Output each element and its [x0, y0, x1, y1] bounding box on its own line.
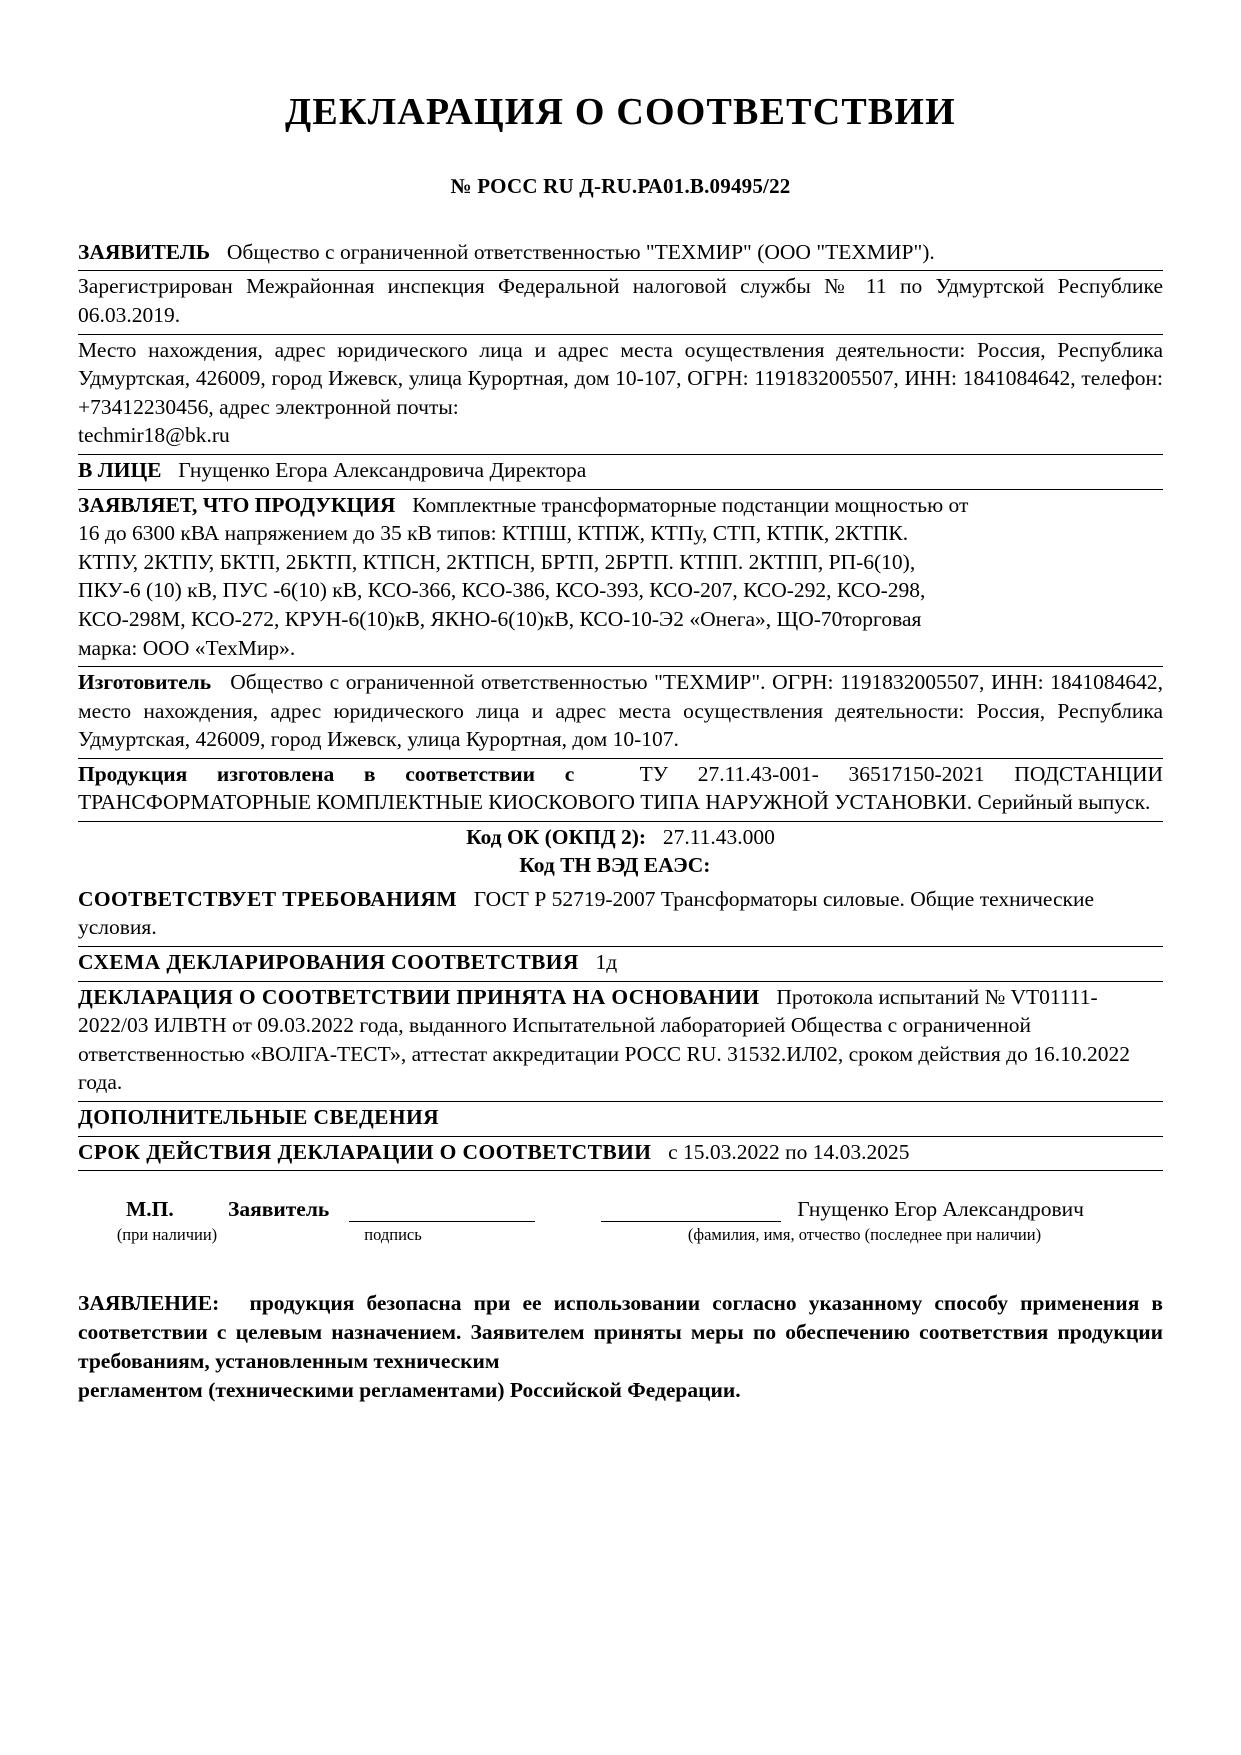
name-caption: (фамилия, имя, отчество (последнее при наличии): [687, 1225, 1042, 1245]
product-line-5: КСО-298М, КСО-272, КРУН-6(10)кВ, ЯКНО-6(10)кВ, КСО-10-Э2 «Онега», ЩО-70торговая: [78, 606, 922, 631]
product-section: [78, 490, 1163, 668]
representative-value: Гнущенко Егора Александровича Директора: [178, 457, 587, 482]
tnved-code-line: [78, 851, 1163, 879]
stamp-label: М.П.: [126, 1197, 174, 1222]
scheme-label: СХЕМА ДЕКЛАРИРОВАНИЯ СООТВЕТСТВИЯ: [78, 950, 579, 975]
stamp-caption: (при наличии): [116, 1225, 218, 1245]
validity-label: СРОК ДЕЙСТВИЯ ДЕКЛАРАЦИИ О СООТВЕТСТВИИ: [78, 1139, 652, 1164]
statement-block: [78, 1289, 1163, 1405]
page-title: ДЕКЛАРАЦИЯ О СООТВЕТСТВИИ: [285, 91, 956, 133]
document-number: № РОСС RU Д-RU.РА01.В.09495/22: [450, 173, 791, 198]
conformity-label: СООТВЕТСТВУЕТ ТРЕБОВАНИЯМ: [78, 886, 458, 911]
applicant-address: Место нахождения, адрес юридического лица и адрес места осуществления деятельности: Россия, Республика Удмуртская, 426009, город Ижевск, улица Курортная, дом 10-107, ОГРН: 1191832005507, ИНН: 1841084642, телефон: +73412230456, адрес электронной почты:: [78, 337, 1163, 419]
tnved-label: Код ТН ВЭД ЕАЭС:: [519, 853, 711, 878]
statement-text: продукция безопасна при ее использовании согласно указанному способу применения в соответствии с целевым назначением. Заявителем приняты меры по обеспечению соответствия продукции требованиям, установленным техническим: [78, 1291, 1164, 1374]
manufacturing-standard-line: [78, 760, 1163, 817]
applicant-section: [78, 237, 1163, 272]
applicant-address-section: [78, 335, 1163, 455]
basis-section: [78, 982, 1163, 1102]
declarant-label: Заявитель: [228, 1197, 330, 1222]
representative-line: [78, 456, 1163, 485]
scheme-line: [78, 948, 1163, 977]
okpd-label: Код ОК (ОКПД 2):: [466, 825, 647, 850]
manufacturer-line: [78, 668, 1163, 754]
additional-info-label: ДОПОЛНИТЕЛЬНЫЕ СВЕДЕНИЯ: [78, 1104, 440, 1129]
product-line-4: ПКУ-6 (10) кВ, ПУС -6(10) кВ, КСО-366, КСО-386, КСО-393, КСО-207, КСО-292, КСО-298,: [78, 578, 926, 603]
applicant-label: ЗАЯВИТЕЛЬ: [78, 239, 211, 264]
representative-section: [78, 455, 1163, 490]
product-line-1: Комплектные трансформаторные подстанции мощностью от: [412, 492, 969, 517]
basis-label: ДЕКЛАРАЦИЯ О СООТВЕТСТВИИ ПРИНЯТА НА ОСНОВАНИИ: [78, 984, 760, 1009]
statement-tail: регламентом (техническими регламентами) Российской Федерации.: [78, 1378, 741, 1403]
codes-section: [78, 822, 1163, 884]
okpd-code-line: [78, 823, 1163, 851]
signature-line[interactable]: [349, 1201, 535, 1222]
product-first-line: [78, 491, 1163, 520]
conformity-section: [78, 884, 1163, 947]
name-line[interactable]: [601, 1201, 781, 1222]
manufacturer-value: Общество с ограниченной ответственностью "ТЕХМИР". ОГРН: 1191832005507, ИНН: 1841084642, место нахождения, адрес юридического лица и адрес места осуществления деятельности: Россия, Республика Удмуртская, 426009, город Ижевск, улица Курортная, дом 10-107.: [78, 670, 1164, 752]
declarant-name: Гнущенко Егор Александрович: [797, 1197, 1084, 1222]
product-line-6: марка: ООО «ТехМир».: [78, 635, 296, 660]
representative-label: В ЛИЦЕ: [78, 457, 162, 482]
scheme-value: 1д: [595, 950, 618, 975]
applicant-registration: Зарегистрирован Межрайонная инспекция Федеральной налоговой службы № 11 по Удмуртской Республике 06.03.2019.: [78, 274, 1163, 327]
manufacturing-standard-value: ТУ 27.11.43-001- 36517150-2021 ПОДСТАНЦИИ ТРАНСФОРМАТОРНЫЕ КОМПЛЕКТНЫЕ КИОСКОВОГО ТИПА НАРУЖНОЙ УСТАНОВКИ. Серийный выпуск.: [78, 761, 1163, 815]
okpd-value: 27.11.43.000: [662, 825, 775, 850]
applicant-registration-section: [78, 271, 1163, 334]
basis-value: Протокола испытаний № VT01111-2022/03 ИЛВТН от 09.03.2022 года, выданного Испытательной лабораторией Общества с ограниченной ответственностью «ВОЛГА-ТЕСТ», аттестат аккредитации РОСС RU. 31532.ИЛ02, сроком действия до 16.10.2022 года.: [78, 984, 1130, 1095]
signature-captions: [96, 1225, 1145, 1245]
conformity-line: [78, 885, 1163, 942]
manufacturer-label: Изготовитель: [78, 670, 212, 695]
manufacturing-standard-section: [78, 759, 1163, 822]
signature-block: [78, 1197, 1163, 1245]
product-label: ЗАЯВЛЯЕТ, ЧТО ПРОДУКЦИЯ: [78, 492, 396, 517]
scheme-section: [78, 947, 1163, 982]
manufacturing-standard-label: Продукция изготовлена в соответствии с: [78, 761, 575, 786]
statement-label: ЗАЯВЛЕНИЕ:: [78, 1291, 220, 1316]
basis-line: [78, 983, 1163, 1097]
validity-section: [78, 1137, 1163, 1172]
signature-row: [96, 1197, 1145, 1222]
validity-value: с 15.03.2022 по 14.03.2025: [668, 1139, 910, 1164]
product-line-2: 16 до 6300 кВА напряжением до 35 кВ типов: КТПШ, КТПЖ, КТПу, СТП, КТПК, 2КТПК.: [78, 521, 909, 546]
additional-info-section: [78, 1102, 1163, 1137]
signature-caption: подпись: [364, 1225, 422, 1245]
product-line-3: КТПУ, 2КТПУ, БКТП, 2БКТП, КТПСН, 2КТПСН, БРТП, 2БРТП. КТПП. 2КТПП, РП-6(10),: [78, 549, 916, 574]
manufacturer-section: [78, 667, 1163, 759]
applicant-line: [78, 238, 1163, 267]
validity-line: [78, 1138, 1163, 1167]
applicant-value: Общество с ограниченной ответственностью "ТЕХМИР" (ООО "ТЕХМИР").: [226, 239, 935, 264]
applicant-email: techmir18@bk.ru: [78, 423, 230, 448]
conformity-value: ГОСТ Р 52719-2007 Трансформаторы силовые. Общие технические условия.: [78, 886, 1095, 940]
additional-info-line: [78, 1103, 1163, 1132]
